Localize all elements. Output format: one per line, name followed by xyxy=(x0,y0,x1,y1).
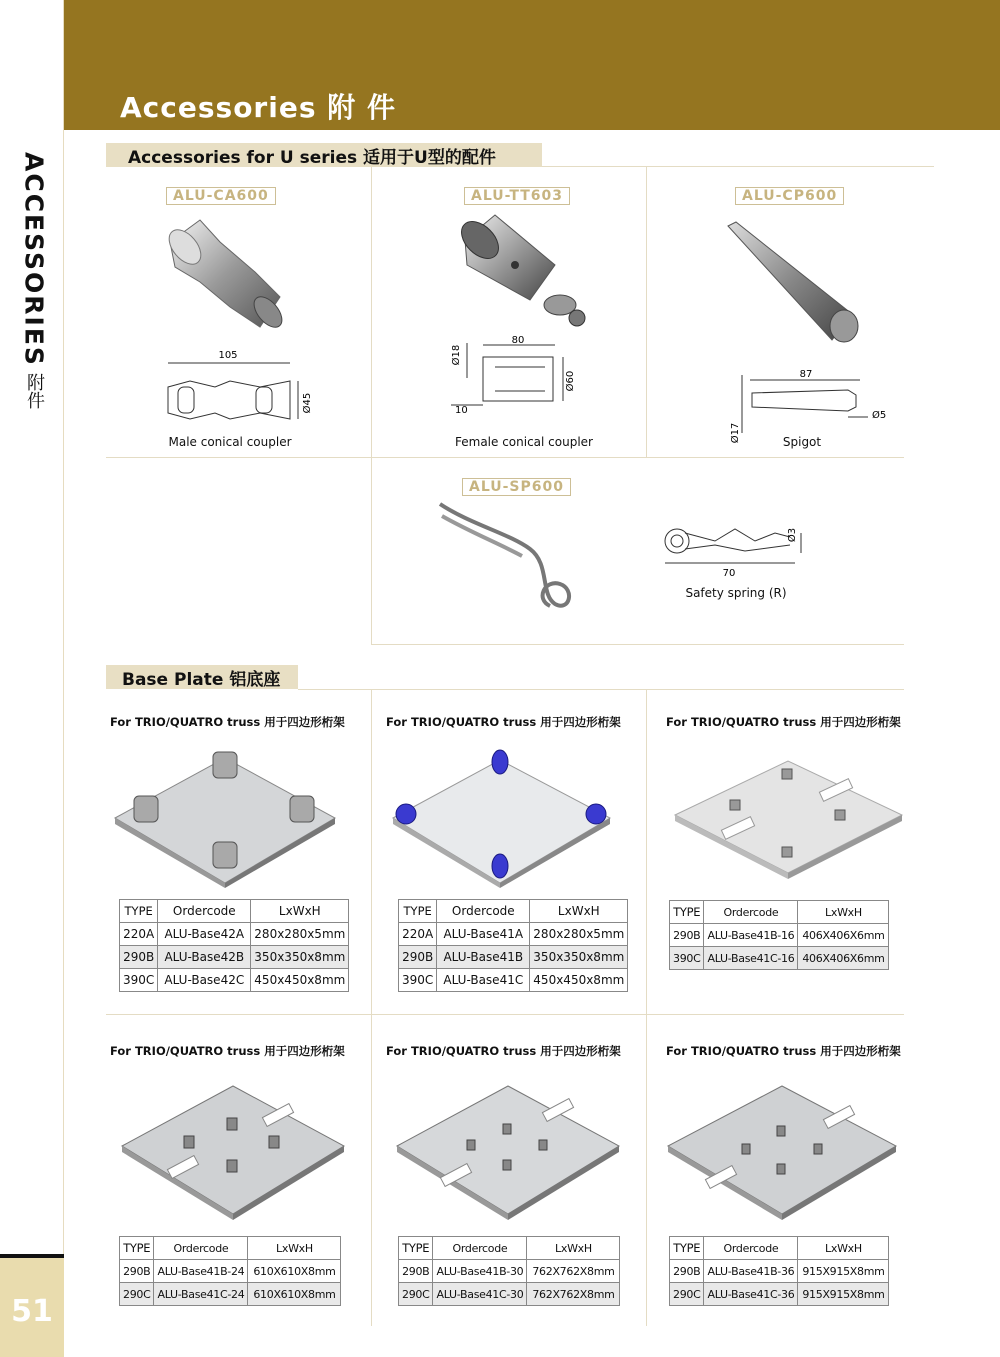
male-coupler-drawing xyxy=(160,345,330,430)
table-header: Ordercode xyxy=(433,1237,527,1260)
spec-table xyxy=(669,1236,889,1306)
table-cell: 290C xyxy=(670,1283,704,1306)
dim-label: Ø60 xyxy=(565,370,576,392)
table-cell: 220A xyxy=(399,923,437,946)
cell-label: For TRIO/QUATRO truss 用于四边形桁架 xyxy=(666,1044,901,1058)
table-header: LxWxH xyxy=(251,900,349,923)
table-header: LxWxH xyxy=(798,901,889,924)
table-row xyxy=(399,1283,620,1306)
table-cell: ALU-Base41B-30 xyxy=(433,1260,527,1283)
table-cell: 406X406X6mm xyxy=(798,947,889,970)
table-header: Ordercode xyxy=(704,901,798,924)
table-row xyxy=(670,1283,889,1306)
table-cell: ALU-Base41A xyxy=(437,923,530,946)
table-header: LxWxH xyxy=(798,1237,889,1260)
sidebar-title-en: ACCESSORIES xyxy=(19,152,49,367)
base-plate-image xyxy=(393,1080,623,1220)
spec-table xyxy=(119,1236,341,1306)
table-cell: ALU-Base41B-16 xyxy=(704,924,798,947)
grid-divider xyxy=(371,690,372,1326)
page-title: Accessories 附 件 xyxy=(120,91,396,124)
table-header: TYPE xyxy=(399,900,437,923)
table-cell: 280x280x5mm xyxy=(251,923,349,946)
table-header: Ordercode xyxy=(437,900,530,923)
section-rule xyxy=(298,689,904,690)
table-cell: 350x350x8mm xyxy=(530,946,628,969)
table-cell: 762X762X8mm xyxy=(527,1260,620,1283)
male-coupler-image xyxy=(160,212,290,342)
dim-label: Ø3 xyxy=(787,527,798,543)
table-cell: 290B xyxy=(399,1260,433,1283)
table-cell: ALU-Base41C xyxy=(437,969,530,992)
table-cell: 390C xyxy=(399,969,437,992)
sidebar-divider xyxy=(63,0,64,1357)
base-plate-image xyxy=(670,755,906,885)
grid-divider xyxy=(646,690,647,1326)
table-row xyxy=(399,969,628,992)
table-row xyxy=(670,1260,889,1283)
grid-divider xyxy=(371,644,904,645)
table-cell: ALU-Base41C-24 xyxy=(154,1283,248,1306)
table-row xyxy=(399,1260,620,1283)
table-cell: ALU-Base41C-30 xyxy=(433,1283,527,1306)
table-cell: 290B xyxy=(670,1260,704,1283)
table-cell: 610X610X8mm xyxy=(248,1260,341,1283)
base-plate-image xyxy=(388,748,618,888)
table-cell: 450x450x8mm xyxy=(530,969,628,992)
table-header: TYPE xyxy=(399,1237,433,1260)
table-cell: ALU-Base41B-36 xyxy=(704,1260,798,1283)
table-header: LxWxH xyxy=(530,900,628,923)
dim-label: 10 xyxy=(455,405,468,416)
table-row xyxy=(670,947,889,970)
table-cell: 390C xyxy=(120,969,158,992)
spigot-image xyxy=(722,218,867,343)
spec-table xyxy=(398,899,628,992)
table-cell: 450x450x8mm xyxy=(251,969,349,992)
grid-divider xyxy=(106,457,904,458)
base-plate-image xyxy=(110,748,340,888)
product-caption: Male conical coupler xyxy=(168,435,292,449)
dim-label: 87 xyxy=(799,369,813,380)
cell-label: For TRIO/QUATRO truss 用于四边形桁架 xyxy=(110,715,345,729)
table-header: TYPE xyxy=(670,1237,704,1260)
safety-spring-image xyxy=(430,494,590,624)
table-cell: 350x350x8mm xyxy=(251,946,349,969)
dim-label: Ø18 xyxy=(451,344,462,366)
table-row xyxy=(399,923,628,946)
table-header: TYPE xyxy=(670,901,704,924)
product-caption: Spigot xyxy=(782,435,822,449)
base-plate-heading: Base Plate 铝底座 xyxy=(106,665,298,689)
table-cell: 762X762X8mm xyxy=(527,1283,620,1306)
product-code: ALU-CA600 xyxy=(166,187,276,205)
dim-label: 105 xyxy=(218,350,238,361)
table-header: TYPE xyxy=(120,1237,154,1260)
table-cell: 290B xyxy=(120,946,158,969)
table-row xyxy=(670,924,889,947)
table-row xyxy=(399,946,628,969)
table-header: TYPE xyxy=(120,900,158,923)
table-row xyxy=(120,1260,341,1283)
dim-label: Ø17 xyxy=(730,422,741,444)
product-code: ALU-TT603 xyxy=(464,187,570,205)
table-cell: 406X406X6mm xyxy=(798,924,889,947)
product-caption: Female conical coupler xyxy=(455,435,593,449)
cell-label: For TRIO/QUATRO truss 用于四边形桁架 xyxy=(110,1044,345,1058)
table-header: Ordercode xyxy=(158,900,251,923)
table-header: Ordercode xyxy=(154,1237,248,1260)
table-header: LxWxH xyxy=(248,1237,341,1260)
dim-label: 80 xyxy=(511,335,525,346)
table-cell: 610X610X8mm xyxy=(248,1283,341,1306)
page-number: 51 xyxy=(11,1294,53,1329)
sidebar-vertical-title xyxy=(14,152,54,409)
spec-table xyxy=(398,1236,620,1306)
table-header: Ordercode xyxy=(704,1237,798,1260)
table-cell: ALU-Base42A xyxy=(158,923,251,946)
cell-label: For TRIO/QUATRO truss 用于四边形桁架 xyxy=(386,715,621,729)
grid-divider xyxy=(646,167,647,457)
cell-label: For TRIO/QUATRO truss 用于四边形桁架 xyxy=(666,715,901,729)
table-cell: 290C xyxy=(120,1283,154,1306)
table-cell: 915X915X8mm xyxy=(798,1283,889,1306)
sidebar-title-cn: 附件 xyxy=(24,372,45,409)
base-plate-image xyxy=(118,1080,348,1220)
table-cell: 390C xyxy=(670,947,704,970)
table-cell: 220A xyxy=(120,923,158,946)
table-cell: 290B xyxy=(120,1260,154,1283)
table-row xyxy=(120,1283,341,1306)
table-cell: ALU-Base42C xyxy=(158,969,251,992)
table-cell: ALU-Base41B xyxy=(437,946,530,969)
table-cell: ALU-Base41C-36 xyxy=(704,1283,798,1306)
table-row xyxy=(120,969,349,992)
female-coupler-image xyxy=(455,210,600,330)
dim-label: 70 xyxy=(722,568,736,579)
table-cell: 290B xyxy=(399,946,437,969)
section-rule xyxy=(542,166,934,167)
product-code: ALU-SP600 xyxy=(462,478,571,496)
table-cell: 280x280x5mm xyxy=(530,923,628,946)
dim-label: Ø45 xyxy=(302,392,313,414)
safety-spring-drawing xyxy=(655,515,815,585)
product-code: ALU-CP600 xyxy=(735,187,844,205)
table-cell: 290C xyxy=(399,1283,433,1306)
grid-divider xyxy=(106,1014,904,1015)
table-cell: ALU-Base42B xyxy=(158,946,251,969)
table-cell: 915X915X8mm xyxy=(798,1260,889,1283)
spec-table xyxy=(119,899,349,992)
table-row xyxy=(120,946,349,969)
table-cell: ALU-Base41C-16 xyxy=(704,947,798,970)
dim-label: Ø5 xyxy=(872,410,887,421)
product-caption: Safety spring (R) xyxy=(685,586,787,600)
spec-table xyxy=(669,900,889,970)
female-coupler-drawing xyxy=(445,333,595,418)
table-header: LxWxH xyxy=(527,1237,620,1260)
spigot-drawing xyxy=(728,365,893,445)
base-plate-image xyxy=(664,1082,900,1222)
table-cell: ALU-Base41B-24 xyxy=(154,1260,248,1283)
cell-label: For TRIO/QUATRO truss 用于四边形桁架 xyxy=(386,1044,621,1058)
table-row xyxy=(120,923,349,946)
grid-divider xyxy=(371,167,372,645)
u-series-heading: Accessories for U series 适用于U型的配件 xyxy=(106,143,542,167)
table-cell: 290B xyxy=(670,924,704,947)
